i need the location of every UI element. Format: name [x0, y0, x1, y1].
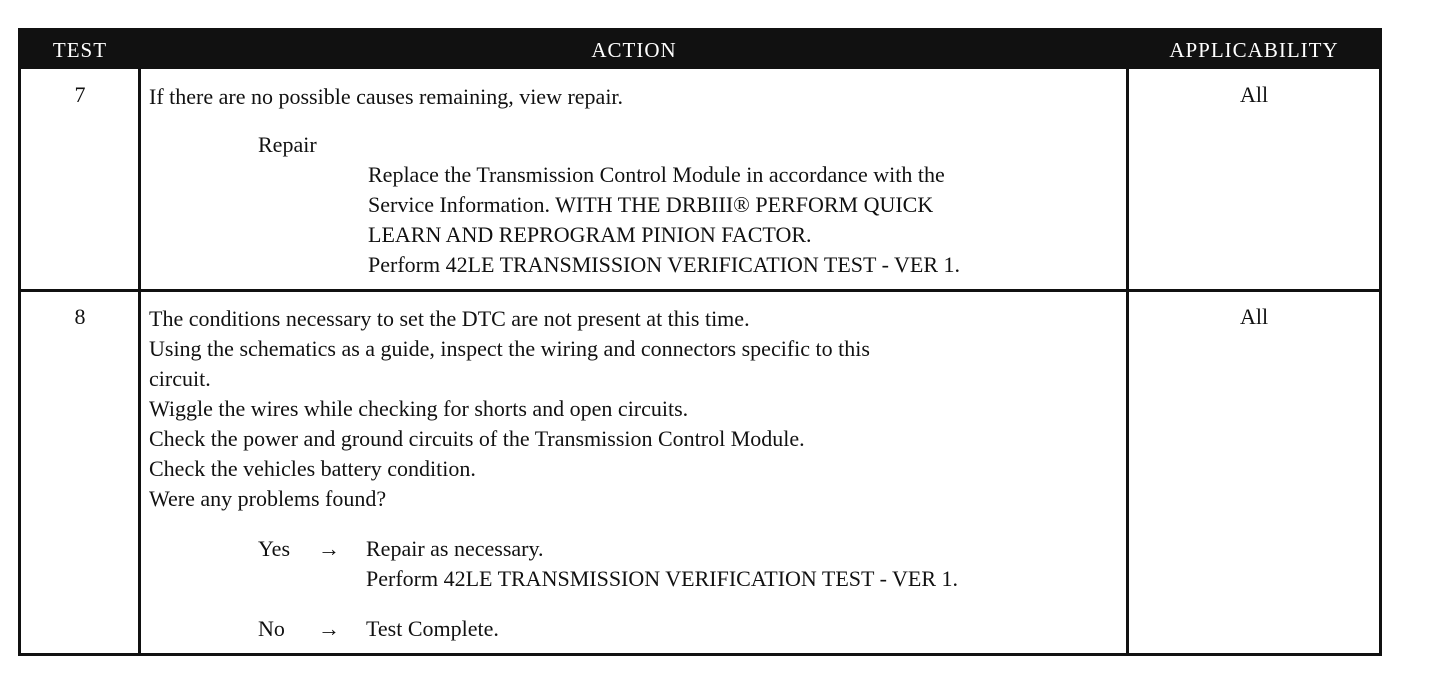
applicability-8: All: [1239, 304, 1269, 329]
repair-line: Replace the Transmission Control Module in accordance with the: [368, 162, 945, 187]
column-divider: [138, 69, 141, 653]
test-number-8: 8: [74, 304, 86, 329]
action-line: Check the power and ground circuits of the Transmission Control Module.: [149, 426, 805, 451]
action-line: Wiggle the wires while checking for shorts and open circuits.: [149, 396, 689, 421]
no-answer: [149, 614, 1121, 644]
no-text: Test Complete.: [366, 616, 499, 641]
action-line: Check the vehicles battery condition.: [149, 456, 476, 481]
no-label: No: [258, 616, 285, 641]
repair-label: Repair: [258, 132, 317, 157]
action-line: The conditions necessary to set the DTC are not present at this time.: [149, 306, 750, 331]
yes-line: Repair as necessary.: [366, 536, 544, 561]
test-number-7: 7: [74, 82, 86, 107]
yes-line: Perform 42LE TRANSMISSION VERIFICATION TEST - VER 1.: [366, 566, 958, 591]
column-divider: [1126, 69, 1129, 653]
repair-line: LEARN AND REPROGRAM PINION FACTOR.: [368, 222, 812, 247]
applicability-7: All: [1239, 82, 1269, 107]
question-line: Were any problems found?: [149, 486, 387, 511]
arrow-right-icon: →: [318, 536, 340, 561]
action-cell-8: [149, 304, 1121, 644]
action-line: circuit.: [149, 366, 211, 391]
row-divider: [21, 289, 1379, 292]
header-applicability: APPLICABILITY: [1169, 38, 1339, 62]
diagnostic-table: [18, 28, 1382, 656]
action-line: Using the schematics as a guide, inspect the wiring and connectors specific to this: [149, 336, 870, 361]
action-cell-7: [149, 82, 1121, 280]
yes-answer: [149, 534, 1121, 594]
yes-label: Yes: [258, 536, 291, 561]
action-intro: If there are no possible causes remaining, view repair.: [149, 84, 624, 109]
arrow-right-icon: →: [318, 616, 340, 641]
repair-line: Perform 42LE TRANSMISSION VERIFICATION TEST - VER 1.: [368, 252, 960, 277]
repair-text: [149, 160, 1121, 280]
table-header: [21, 31, 1379, 69]
repair-line: Service Information. WITH THE DRBIII® PERFORM QUICK: [368, 192, 934, 217]
header-test: TEST: [52, 38, 108, 62]
header-action: ACTION: [591, 38, 677, 62]
